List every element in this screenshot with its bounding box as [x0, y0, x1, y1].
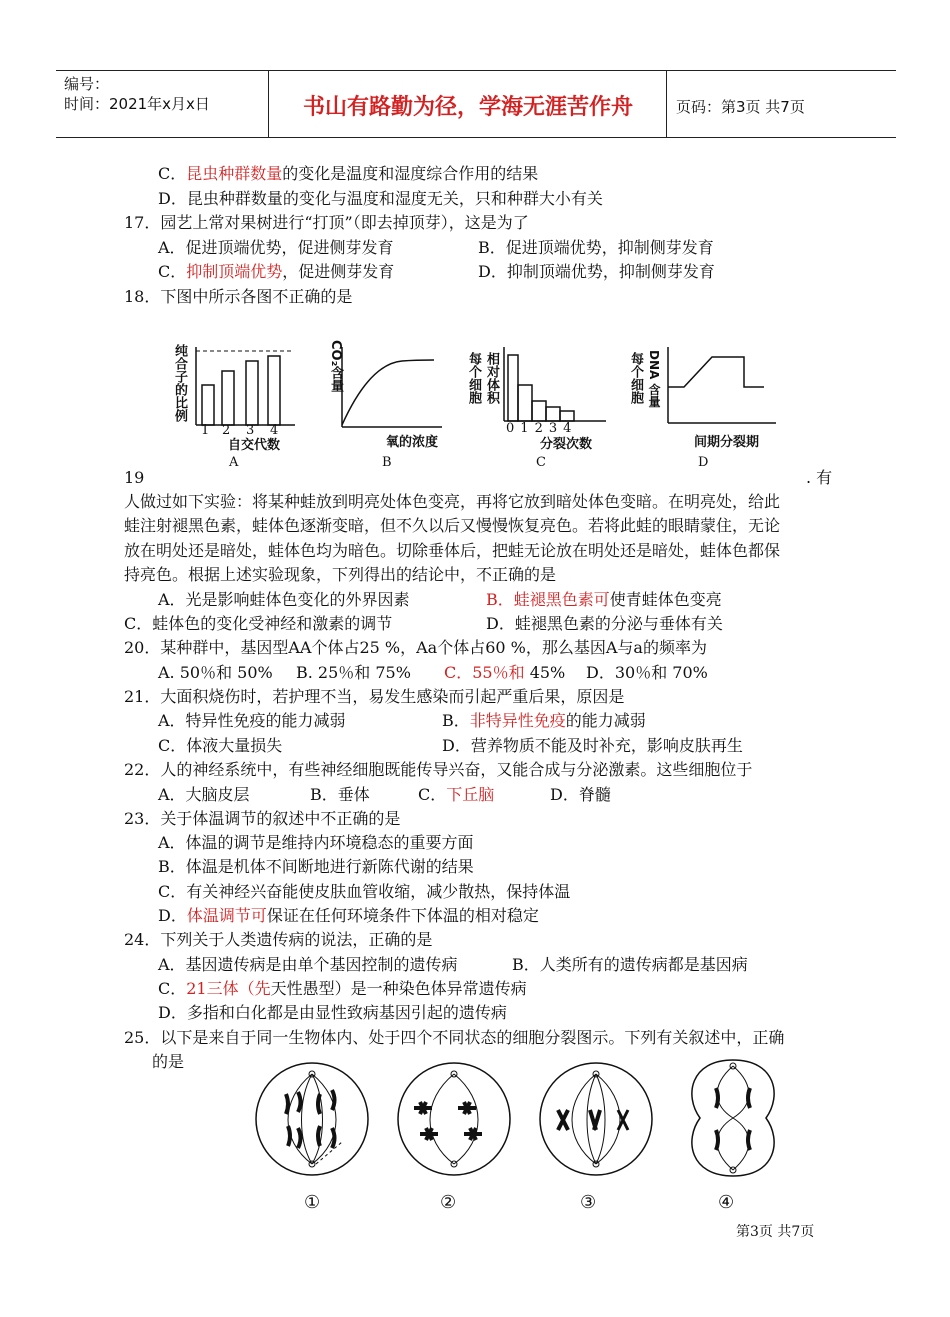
cell-diagram-1: [250, 1060, 374, 1178]
q25-stem-line-1: 25．以下是来自于同一生物体内、处于四个不同状态的细胞分裂图示。下列有关叙述中，正确: [124, 1028, 785, 1047]
q19-line-4: 持亮色。根据上述实验现象，下列得出的结论中，不正确的是: [124, 565, 557, 584]
q24-option-a: A．基因遗传病是由单个基因控制的遗传病: [158, 955, 458, 974]
header-motto: 书山有路勤为径，学海无涯苦作舟: [302, 95, 633, 120]
cell-label-4: ④: [718, 1192, 735, 1213]
figure-b-xlabel: 氧的浓度: [386, 435, 439, 450]
figure-d-caption: D: [698, 455, 709, 470]
q23-option-d: D．体温调节可保证在任何环境条件下体温的相对稳定: [158, 906, 539, 925]
q20-option-b: B. 25％和 75%: [296, 663, 411, 682]
header-divider-right: [666, 70, 667, 138]
cell-label-1: ①: [304, 1192, 321, 1213]
page-footer: 第3页 共7页: [736, 1224, 815, 1240]
cell-label-3: ③: [580, 1192, 597, 1213]
q19-option-a: A．光是影响蛙体色变化的外界因素: [158, 590, 410, 609]
number-label: 编号：: [64, 75, 110, 93]
q19-line-3: 放在明处还是暗处，蛙体色均为暗色。切除垂体后，把蛙无论放在明处还是暗处，蛙体色都保: [124, 541, 781, 560]
figure-a-tick: 3: [246, 423, 255, 438]
figure-c-ylabel-2: 相对体积: [484, 352, 499, 404]
q19-option-b: B．蛙褪黑色素可使青蛙体色变亮: [486, 590, 722, 609]
header-divider-left: [268, 70, 269, 138]
q22-option-d: D．脊髓: [550, 785, 611, 804]
header-meta: [64, 74, 210, 114]
figure-a-tick: 2: [222, 423, 231, 438]
q16-option-c: C．昆虫种群数量的变化是温度和湿度综合作用的结果: [158, 164, 539, 183]
q17-option-b: B．促进顶端优势，抑制侧芽发育: [478, 238, 714, 257]
figure-c-ticks: 01234: [506, 421, 578, 436]
cell-label-2: ②: [440, 1192, 457, 1213]
q19-line-1: 人做过如下实验：将某种蛙放到明亮处体色变亮，再将它放到暗处体色变暗。在明亮处，给此: [124, 492, 781, 511]
q23-option-c: C．有关神经兴奋能使皮肤血管收缩，减少散热，保持体温: [158, 882, 571, 901]
q19-option-c: C．蛙体色的变化受神经和激素的调节: [124, 614, 393, 633]
q17-option-d: D．抑制顶端优势，抑制侧芽发育: [478, 262, 715, 281]
figure-a-tick: 1: [201, 423, 210, 438]
q22-option-b: B．垂体: [310, 785, 370, 804]
cell-diagram-3: [534, 1060, 658, 1178]
q23-stem: 23．关于体温调节的叙述中不正确的是: [124, 809, 401, 828]
q18-stem: 18．下图中所示各图不正确的是: [124, 287, 353, 306]
q21-option-b: B．非特异性免疫的能力减弱: [442, 711, 646, 730]
figure-d-ylabel-1: 每个细胞: [628, 352, 643, 404]
figure-a-tick: 4: [270, 423, 279, 438]
q24-option-c: C．21三体（先天性愚型）是一种染色体异常遗传病: [158, 979, 527, 998]
q23-option-b: B．体温是机体不间断地进行新陈代谢的结果: [158, 857, 474, 876]
q17-option-c: C．抑制顶端优势，促进侧芽发育: [158, 262, 395, 281]
header-bottom-rule: [56, 137, 896, 138]
q24-option-d: D．多指和白化都是由显性致病基因引起的遗传病: [158, 1003, 507, 1022]
q24-option-b: B．人类所有的遗传病都是基因病: [512, 955, 748, 974]
q19-line-2: 蛙注射褪黑色素，蛙体色逐渐变暗，但不久以后又慢慢恢复亮色。若将此蛙的眼睛蒙住，无论: [124, 516, 781, 535]
figure-a-caption: A: [229, 455, 239, 470]
figure-b-ylabel: CO₂含量: [328, 340, 343, 393]
q17-stem: 17．园艺上常对果树进行“打顶”（即去掉顶芽），这是为了: [124, 213, 529, 232]
q20-option-a: A. 50％和 50%: [158, 663, 273, 682]
q20-option-d: D．30％和 70%: [586, 663, 708, 682]
header-top-rule: [56, 70, 896, 71]
q16-option-d: D．昆虫种群数量的变化与温度和湿度无关，只和种群大小有关: [158, 189, 603, 208]
q24-stem: 24．下列关于人类遗传病的说法，正确的是: [124, 930, 433, 949]
q21-option-a: A．特异性免疫的能力减弱: [158, 711, 346, 730]
cell-diagram-4: [680, 1056, 786, 1180]
q21-option-d: D．营养物质不能及时补充，影响皮肤再生: [442, 736, 743, 755]
q20-stem: 20．某种群中，基因型AA个体占25 %，Aa个体占60 %，那么基因A与a的频率为: [124, 638, 707, 657]
figure-d-xlabel: 间期分裂期: [694, 435, 760, 450]
header-page-label: 页码：第3页 共7页: [676, 98, 805, 116]
figure-a-ylabel: 纯合子的比例: [172, 344, 187, 422]
figure-a-xlabel: 自交代数: [228, 438, 281, 453]
figure-c-ylabel-1: 每个细胞: [466, 352, 481, 404]
q23-option-a: A．体温的调节是维持内环境稳态的重要方面: [158, 833, 474, 852]
q22-option-c: C．下丘脑: [418, 785, 495, 804]
q19-number: 19: [124, 468, 145, 487]
q21-stem: 21．大面积烧伤时，若护理不当，易发生感染而引起严重后果，原因是: [124, 687, 625, 706]
q19-option-d: D．蛙褪黑色素的分泌与垂体有关: [486, 614, 723, 633]
figure-d-ylabel-2: DNA 含量: [647, 350, 661, 408]
q22-stem: 22．人的神经系统中，有些神经细胞既能传导兴奋，又能合成与分泌激素。这些细胞位于: [124, 760, 753, 779]
q22-option-a: A．大脑皮层: [158, 785, 250, 804]
q19-tail: . 有: [806, 468, 833, 487]
q21-option-c: C．体液大量损失: [158, 736, 283, 755]
figure-b-caption: B: [382, 455, 392, 470]
cell-diagram-2: [392, 1060, 516, 1178]
q25-stem-line-2: 的是: [152, 1052, 185, 1071]
q20-option-c: C．55％和 45%: [444, 663, 566, 682]
time-label: 时间：2021年x月x日: [64, 95, 210, 113]
figure-c-caption: C: [536, 455, 546, 470]
figure-c-xlabel: 分裂次数: [540, 437, 593, 452]
q17-option-a: A．促进顶端优势，促进侧芽发育: [158, 238, 394, 257]
